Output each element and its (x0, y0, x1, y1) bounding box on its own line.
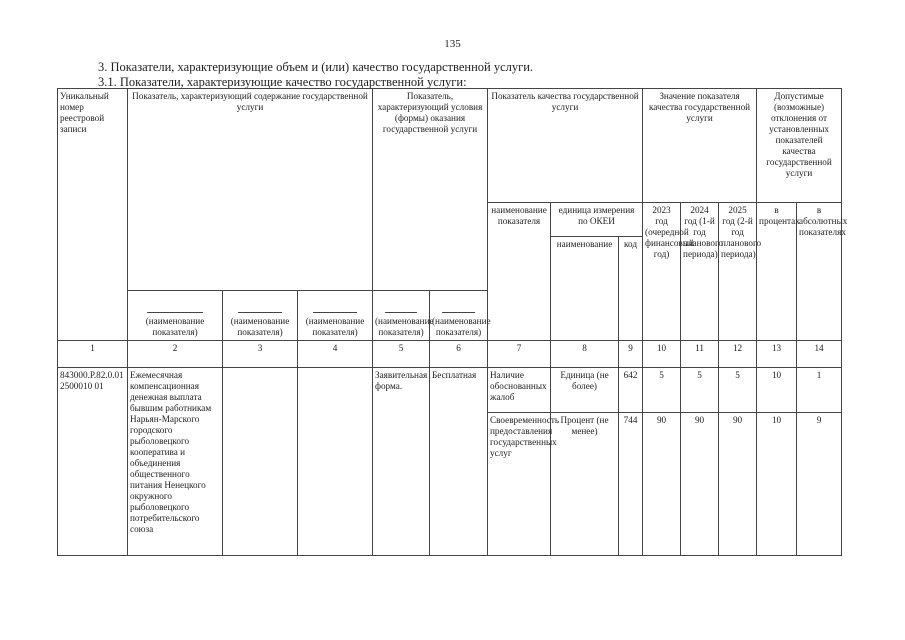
param-label-5: (наименование показателя) (373, 291, 430, 341)
header-deviations: Допустимые (возможные) отклонения от установленных показателей качества государственной услуги (757, 89, 842, 203)
col-number: 5 (373, 341, 430, 368)
cell-code: 642 (619, 368, 643, 413)
col-number: 9 (619, 341, 643, 368)
col-number: 2 (128, 341, 223, 368)
cell-dev-absolute: 1 (797, 368, 842, 413)
header-year-2024: 2024 год (1-й год планового периода) (681, 203, 719, 341)
col-number: 11 (681, 341, 719, 368)
col-number: 7 (488, 341, 551, 368)
cell-value-2024: 90 (681, 413, 719, 556)
cell-indicator: Наличие обоснованных жалоб (488, 368, 551, 413)
header-dev-percent: в процентах (757, 203, 797, 341)
cell-value-2023: 5 (643, 368, 681, 413)
col-number: 8 (551, 341, 619, 368)
cell-dev-percent: 10 (757, 368, 797, 413)
quality-indicators-table (57, 88, 848, 556)
cell-content: Ежемесячная компенсационная денежная выплата бывшим работникам Нарьян-Марского городского рыболовецкого кооператива и объединения общественного питания Ненецкого окружного рыболовецкого потребительского союза (128, 368, 223, 556)
header-indicator-name: наименование показателя (488, 203, 551, 341)
page-number: 135 (444, 38, 461, 50)
subsection-heading: 3.1. Показатели, характеризующие качество государственной услуги: (98, 75, 467, 89)
header-quality-value: Значение показателя качества государственной услуги (643, 89, 757, 203)
header-okei-unit: единица измерения по ОКЕИ (551, 203, 643, 237)
col-number: 14 (797, 341, 842, 368)
col-number: 3 (223, 341, 298, 368)
cell-condition-2: Бесплатная (430, 368, 488, 556)
cell-value-2023: 90 (643, 413, 681, 556)
header-year-2025: 2025 год (2-й год планового периода) (719, 203, 757, 341)
col-number: 13 (757, 341, 797, 368)
cell-value-2025: 90 (719, 413, 757, 556)
header-okei-code: код (619, 237, 643, 341)
header-quality-indicator: Показатель качества государственной услуги (488, 89, 643, 203)
cell-dev-absolute: 9 (797, 413, 842, 556)
cell-value-2025: 5 (719, 368, 757, 413)
header-year-2023: 2023 год (очередной финансовый год) (643, 203, 681, 341)
table-row (58, 368, 842, 413)
cell-unit: Процент (не менее) (551, 413, 619, 556)
param-label-6: (наименование показателя) (430, 291, 488, 341)
param-label-4: (наименование показателя) (298, 291, 373, 341)
col-number: 12 (719, 341, 757, 368)
param-label-3: (наименование показателя) (223, 291, 298, 341)
cell-indicator: Своевременность предоставления государственных услуг (488, 413, 551, 556)
header-content-indicator: Показатель, характеризующий содержание государственной услуги (128, 89, 373, 291)
col-number: 10 (643, 341, 681, 368)
cell-condition-1: Заявительная форма. (373, 368, 430, 556)
col-number: 4 (298, 341, 373, 368)
header-conditions-indicator: Показатель, характеризующий условия (формы) оказания государственной услуги (373, 89, 488, 291)
header-unique-number: Уникальный номер реестровой записи (58, 89, 128, 341)
cell-dev-percent: 10 (757, 413, 797, 556)
cell-code: 744 (619, 413, 643, 556)
header-dev-absolute: в абсолютных показателях (797, 203, 842, 341)
cell-unit: Единица (не более) (551, 368, 619, 413)
cell-empty (223, 368, 298, 556)
col-number: 6 (430, 341, 488, 368)
col-number: 1 (58, 341, 128, 368)
cell-empty (298, 368, 373, 556)
header-okei-name: наименование (551, 237, 619, 341)
cell-value-2024: 5 (681, 368, 719, 413)
section-heading: 3. Показатели, характеризующие объем и (или) качество государственной услуги. (98, 60, 534, 74)
cell-unique-number: 843000.Р.82.0.012500010 01 (58, 368, 128, 556)
param-label-2: (наименование показателя) (128, 291, 223, 341)
